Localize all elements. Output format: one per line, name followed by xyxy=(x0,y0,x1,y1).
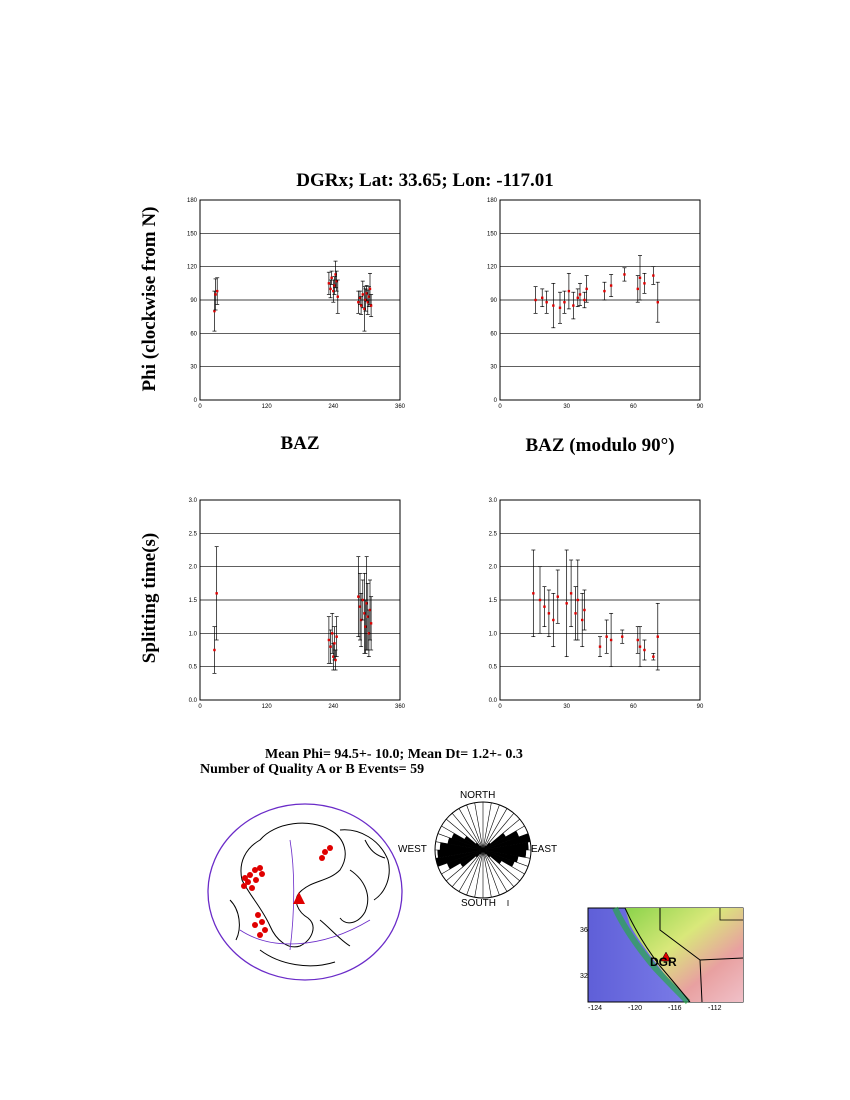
data-point xyxy=(598,637,602,657)
dt-vs-baz-chart xyxy=(180,490,420,710)
rose-west-label: WEST xyxy=(398,844,427,855)
y-tick-label: 0.5 xyxy=(188,664,197,671)
data-point xyxy=(636,276,640,303)
data-point xyxy=(656,603,660,670)
x-tick-label: 0 xyxy=(498,704,502,710)
baz-axis-label: BAZ xyxy=(280,433,320,454)
y-tick-label: 60 xyxy=(190,331,197,338)
point-marker xyxy=(577,599,579,601)
y-tick-label: 0 xyxy=(193,398,197,404)
data-point xyxy=(622,268,626,281)
y-tick-label: 0 xyxy=(493,398,497,404)
point-marker xyxy=(623,273,625,275)
point-marker xyxy=(557,595,559,597)
x-tick-label: 360 xyxy=(394,404,406,410)
data-point xyxy=(569,560,573,627)
map-x-tick: -120 xyxy=(628,1005,643,1012)
point-marker xyxy=(565,602,567,604)
point-marker xyxy=(214,293,216,295)
rose-north-label: NORTH xyxy=(460,790,496,801)
map-x-tick: -124 xyxy=(588,1005,603,1012)
point-marker xyxy=(610,639,612,641)
x-tick-label: 0 xyxy=(198,704,202,710)
page-title: DGRx; Lat: 33.65; Lon: -117.01 xyxy=(296,170,554,191)
y-tick-label: 90 xyxy=(490,298,497,304)
x-tick-label: 120 xyxy=(261,404,272,410)
data-point xyxy=(642,273,646,293)
point-marker xyxy=(652,274,654,276)
x-tick-label: 60 xyxy=(629,404,637,410)
data-point xyxy=(558,292,562,323)
data-point xyxy=(562,291,566,313)
y-tick-label: 30 xyxy=(490,364,497,371)
data-point xyxy=(545,291,549,313)
point-marker xyxy=(570,592,572,594)
data-point xyxy=(556,570,560,623)
map-x-tick: -112 xyxy=(708,1005,722,1012)
point-marker xyxy=(532,592,534,594)
event-count: Number of Quality A or B Events= 59 xyxy=(200,762,425,777)
data-point xyxy=(578,283,582,305)
regional-station-label: DGR xyxy=(650,955,677,969)
y-tick-label: 2.5 xyxy=(488,531,497,538)
data-point xyxy=(567,273,571,309)
point-marker xyxy=(621,635,623,637)
y-tick-label: 2.0 xyxy=(188,564,197,571)
x-tick-label: 90 xyxy=(696,704,704,710)
data-point xyxy=(651,653,655,660)
point-marker xyxy=(657,635,659,637)
point-marker xyxy=(215,592,217,594)
point-marker xyxy=(552,304,554,306)
point-marker xyxy=(357,595,359,597)
data-point xyxy=(638,256,642,300)
point-marker xyxy=(552,619,554,621)
point-marker xyxy=(585,288,587,290)
point-marker xyxy=(568,290,570,292)
baz-mod90-axis-label: BAZ (modulo 90°) xyxy=(525,435,675,456)
rose-east-label: EAST xyxy=(531,844,558,855)
point-marker xyxy=(334,659,336,661)
x-tick-label: 0 xyxy=(198,404,202,410)
x-tick-label: 60 xyxy=(629,704,637,710)
y-tick-label: 150 xyxy=(186,231,197,238)
dt-vs-baz-mod90-chart xyxy=(480,490,720,710)
point-marker xyxy=(329,288,331,290)
point-marker xyxy=(605,635,607,637)
point-marker xyxy=(639,645,641,647)
phi-vs-baz-mod90-chart xyxy=(480,190,720,410)
data-point xyxy=(540,289,544,307)
data-point xyxy=(585,276,589,303)
point-marker xyxy=(610,284,612,286)
point-marker xyxy=(534,299,536,301)
splitting-time-axis-label: Splitting time(s) xyxy=(139,532,160,664)
data-point xyxy=(551,593,555,646)
y-tick-label: 3.0 xyxy=(188,498,197,504)
point-marker xyxy=(335,635,337,637)
data-point xyxy=(576,289,580,307)
data-point xyxy=(609,613,613,666)
y-tick-label: 1.5 xyxy=(188,598,197,604)
point-marker xyxy=(652,655,654,657)
data-point xyxy=(642,640,646,660)
point-marker xyxy=(360,304,362,306)
point-marker xyxy=(559,307,561,309)
rose-south-label: SOUTH xyxy=(461,898,496,909)
map-y-tick: 36 xyxy=(580,927,588,934)
data-point xyxy=(605,620,609,653)
point-marker xyxy=(574,612,576,614)
point-marker xyxy=(357,301,359,303)
point-marker xyxy=(543,605,545,607)
data-point xyxy=(651,267,655,285)
x-tick-label: 360 xyxy=(394,704,406,710)
phi-vs-baz-chart xyxy=(180,190,420,410)
point-marker xyxy=(657,301,659,303)
y-tick-label: 2.0 xyxy=(488,564,497,571)
point-marker xyxy=(216,290,218,292)
point-marker xyxy=(362,293,364,295)
point-marker xyxy=(369,288,371,290)
point-marker xyxy=(583,609,585,611)
point-marker xyxy=(370,622,372,624)
x-tick-label: 30 xyxy=(563,704,571,710)
y-tick-label: 1.0 xyxy=(188,631,197,638)
point-marker xyxy=(581,619,583,621)
data-point xyxy=(582,590,586,630)
point-marker xyxy=(333,642,335,644)
data-point xyxy=(574,587,578,640)
x-tick-label: 240 xyxy=(328,404,339,410)
point-marker xyxy=(545,301,547,303)
point-marker xyxy=(643,282,645,284)
data-point xyxy=(609,274,613,296)
map-outline xyxy=(208,804,402,980)
point-marker xyxy=(579,293,581,295)
data-point xyxy=(551,283,555,327)
y-tick-label: 120 xyxy=(186,264,197,271)
point-marker xyxy=(548,612,550,614)
phi-axis-label: Phi (clockwise from N) xyxy=(139,206,160,392)
point-marker xyxy=(637,639,639,641)
y-tick-label: 120 xyxy=(486,264,497,271)
data-point xyxy=(215,547,219,640)
x-tick-label: 90 xyxy=(696,404,704,410)
y-tick-label: 3.0 xyxy=(488,498,497,504)
regional-relief-map xyxy=(580,900,750,1012)
y-tick-label: 60 xyxy=(490,331,497,338)
data-point xyxy=(602,282,606,300)
point-marker xyxy=(213,649,215,651)
y-tick-label: 1.5 xyxy=(488,598,497,604)
y-tick-label: 180 xyxy=(186,198,197,204)
data-point xyxy=(565,550,569,657)
data-point xyxy=(542,587,546,627)
point-marker xyxy=(331,632,333,634)
data-point xyxy=(531,550,535,637)
data-point xyxy=(636,627,640,654)
data-point xyxy=(580,593,584,646)
x-tick-label: 0 xyxy=(498,404,502,410)
data-point xyxy=(571,292,575,319)
point-marker xyxy=(599,645,601,647)
point-marker xyxy=(541,297,543,299)
mean-stats: Mean Phi= 94.5+- 10.0; Mean Dt= 1.2+- 0.3 xyxy=(265,747,523,762)
point-marker xyxy=(572,304,574,306)
point-marker xyxy=(583,299,585,301)
point-marker xyxy=(637,288,639,290)
x-tick-label: 120 xyxy=(261,704,272,710)
point-marker xyxy=(539,599,541,601)
point-marker xyxy=(328,639,330,641)
y-tick-label: 180 xyxy=(486,198,497,204)
data-point xyxy=(547,590,551,637)
point-marker xyxy=(337,295,339,297)
y-tick-label: 1.0 xyxy=(488,631,497,638)
y-tick-label: 2.5 xyxy=(188,531,197,538)
map-y-tick: 32 xyxy=(580,973,588,980)
point-marker xyxy=(370,304,372,306)
y-tick-label: 30 xyxy=(190,364,197,371)
point-marker xyxy=(577,297,579,299)
y-tick-label: 150 xyxy=(486,231,497,238)
point-marker xyxy=(643,649,645,651)
point-marker xyxy=(639,277,641,279)
y-tick-label: 90 xyxy=(190,298,197,304)
point-marker xyxy=(603,290,605,292)
data-point xyxy=(638,627,642,667)
data-point xyxy=(620,630,624,643)
y-tick-label: 0.0 xyxy=(188,698,197,704)
global-event-map xyxy=(200,800,410,990)
data-point xyxy=(656,282,660,322)
point-marker xyxy=(563,301,565,303)
x-tick-label: 30 xyxy=(563,404,571,410)
point-marker xyxy=(329,645,331,647)
map-x-tick: -116 xyxy=(668,1005,682,1012)
y-tick-label: 0.0 xyxy=(488,698,497,704)
x-tick-label: 240 xyxy=(328,704,339,710)
y-tick-label: 0.5 xyxy=(488,664,497,671)
